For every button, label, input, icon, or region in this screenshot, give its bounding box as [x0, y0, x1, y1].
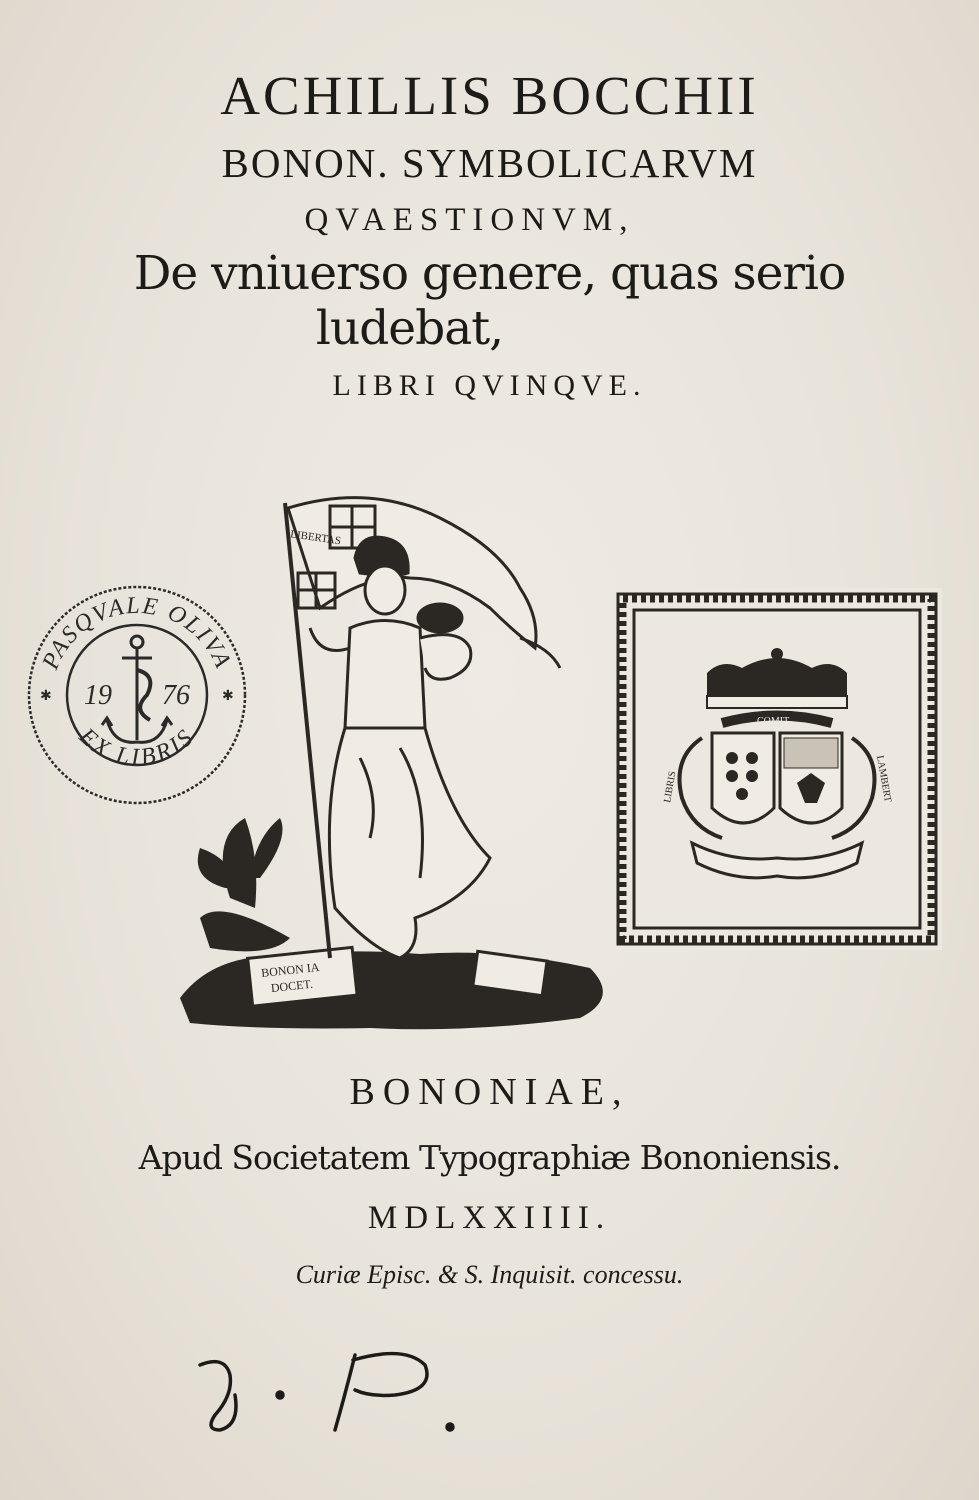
armorial-bookplate: [612, 588, 942, 950]
imprint-block: [0, 1060, 979, 1302]
subtitle-line-1: De vniuerso genere, quas serio: [133, 246, 846, 301]
handwritten-signature: [185, 1335, 485, 1445]
author-line: ACHILLIS BOCCHII: [220, 65, 759, 126]
stamp-year-left: 19: [84, 680, 112, 711]
imprint-publisher: Apud Societatem Typographiæ Bononiensis.: [138, 1138, 841, 1177]
plant-icon: [198, 818, 290, 951]
stamp-ex-libris-text: EX LIBRIS: [73, 723, 201, 771]
stamp-owner-text: PASQVALE OLIVA: [37, 592, 237, 674]
title-line-2: BONON. SYMBOLICARVM: [221, 140, 758, 186]
ribbon-left-text: LIBRIS: [662, 770, 679, 804]
svg-text:✱: ✱: [222, 688, 234, 704]
imprint-year: MDLXXIIII.: [367, 1200, 612, 1236]
subtitle-line-2: ludebat,: [315, 301, 504, 356]
ribbon-center-text: COMIT: [757, 716, 790, 727]
banner-text: LIBERTAS: [289, 528, 342, 548]
imprint-city: BONONIAE,: [349, 1071, 630, 1113]
allegorical-figure: [310, 537, 490, 958]
book-icon: [248, 947, 357, 1006]
book-text-2: DOCET.: [270, 976, 314, 996]
book-text-1: BONON IA: [260, 959, 321, 980]
books-count-line: LIBRI QVINQVE.: [332, 369, 647, 402]
title-block: [0, 60, 979, 412]
title-line-3: QVAESTIONVM,: [304, 202, 635, 238]
printers-device-woodcut: [170, 478, 620, 1038]
stamp-year-right: 76: [162, 680, 190, 711]
ribbon-right-text: LAMBERT: [874, 754, 894, 803]
svg-text:✱: ✱: [40, 688, 52, 704]
imprint-permission: Curiæ Episc. & S. Inquisit. concessu.: [295, 1260, 684, 1289]
